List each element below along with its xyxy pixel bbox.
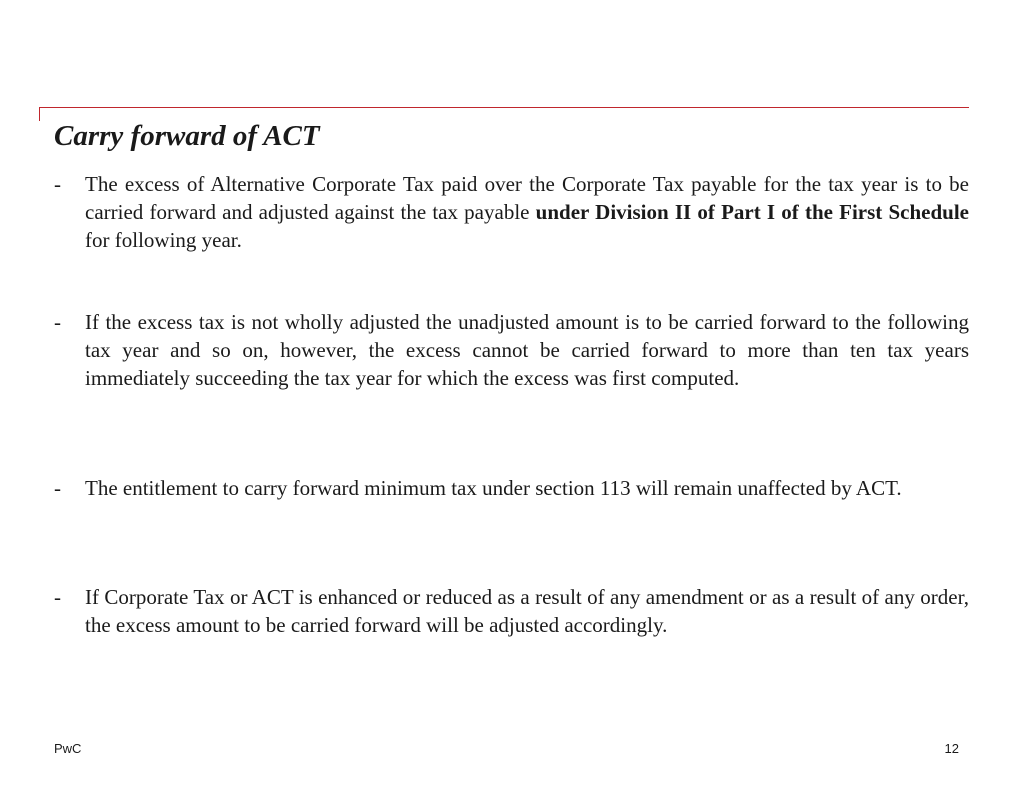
bullet-item-1: [54, 170, 969, 254]
bullet-text: The entitlement to carry forward minimum tax under section 113 will remain unaffected by ACT.: [85, 476, 902, 500]
bullet-marker: -: [54, 476, 61, 500]
bullet-text-part: The excess of Alternative Corporate Tax paid over the Corporate Tax payable for the tax year is to be carried forward and adjusted against the tax payable: [85, 172, 969, 224]
bullet-item-4: [54, 583, 969, 639]
bullet-item-2: [54, 308, 969, 392]
slide-title: Carry forward of ACT: [54, 120, 320, 152]
bullet-item-3: [54, 474, 969, 502]
bullet-marker: -: [54, 310, 61, 334]
page-number: 12: [944, 741, 959, 756]
bullet-text-bold: under Division II of Part I of the First Schedule: [535, 200, 969, 224]
bullet-marker: -: [54, 585, 61, 609]
bullet-text-part: for following year.: [85, 228, 242, 252]
header-rule: [39, 107, 969, 108]
bullet-text: [85, 170, 969, 254]
footer-brand: PwC: [54, 741, 82, 756]
bullet-marker: -: [54, 172, 61, 196]
header-rule-corner: [39, 107, 40, 121]
bullet-text: If the excess tax is not wholly adjusted the unadjusted amount is to be carried forward to the following tax year and so on, however, the excess cannot be carried forward to more than ten tax years immediately succeeding the tax year for which the excess was first computed.: [85, 310, 969, 390]
bullet-text: If Corporate Tax or ACT is enhanced or reduced as a result of any amendment or as a result of any order, the excess amount to be carried forward will be adjusted accordingly.: [85, 585, 969, 637]
